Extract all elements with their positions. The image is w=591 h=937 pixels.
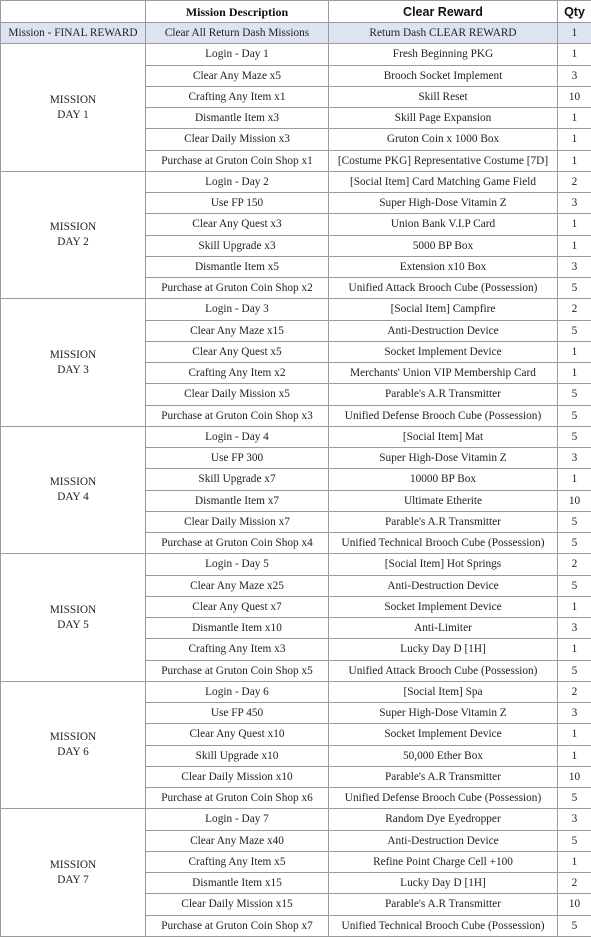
mission-day-label-line2: DAY 1 xyxy=(57,109,89,121)
mission-day-label xyxy=(1,809,146,937)
clear-reward-cell: Fresh Beginning PKG xyxy=(329,44,558,65)
clear-reward-cell: Ultimate Etherite xyxy=(329,490,558,511)
clear-reward-cell: [Social Item] Hot Springs xyxy=(329,554,558,575)
clear-reward-cell: Unified Defense Brooch Cube (Possession) xyxy=(329,788,558,809)
mission-description-cell: Dismantle Item x10 xyxy=(146,618,329,639)
mission-row xyxy=(1,299,591,320)
clear-reward-cell: Union Bank V.I.P Card xyxy=(329,214,558,235)
qty-cell: 5 xyxy=(558,830,591,851)
mission-description-cell: Skill Upgrade x3 xyxy=(146,235,329,256)
clear-reward-cell: [Social Item] Card Matching Game Field xyxy=(329,171,558,192)
clear-reward-cell: Skill Reset xyxy=(329,86,558,107)
mission-description-cell: Login - Day 1 xyxy=(146,44,329,65)
qty-cell: 1 xyxy=(558,214,591,235)
qty-cell: 5 xyxy=(558,426,591,447)
mission-description-cell: Purchase at Gruton Coin Shop x3 xyxy=(146,405,329,426)
header-qty: Qty xyxy=(558,1,591,23)
clear-reward-cell: Parable's A.R Transmitter xyxy=(329,894,558,915)
clear-reward-cell: Socket Implement Device xyxy=(329,724,558,745)
qty-cell: 1 xyxy=(558,44,591,65)
mission-description-cell: Clear Any Quest x5 xyxy=(146,341,329,362)
header-category xyxy=(1,1,146,23)
clear-reward-cell: Unified Attack Brooch Cube (Possession) xyxy=(329,660,558,681)
qty-cell: 3 xyxy=(558,448,591,469)
mission-day-label-line1: MISSION xyxy=(50,94,96,106)
mission-description-cell: Skill Upgrade x10 xyxy=(146,745,329,766)
clear-reward-cell: Lucky Day D [1H] xyxy=(329,639,558,660)
mission-description-cell: Use FP 450 xyxy=(146,703,329,724)
clear-reward-cell: [Costume PKG] Representative Costume [7D] xyxy=(329,150,558,171)
mission-description-cell: Login - Day 7 xyxy=(146,809,329,830)
clear-reward-cell: 5000 BP Box xyxy=(329,235,558,256)
mission-description-cell: Login - Day 3 xyxy=(146,299,329,320)
mission-description-cell: Clear Any Quest x3 xyxy=(146,214,329,235)
mission-row xyxy=(1,44,591,65)
mission-day-label-line2: DAY 2 xyxy=(57,236,89,248)
mission-day-label xyxy=(1,171,146,299)
mission-day-label-line1: MISSION xyxy=(50,221,96,233)
mission-day-label-line2: DAY 3 xyxy=(57,364,89,376)
clear-reward-cell: Parable's A.R Transmitter xyxy=(329,384,558,405)
final-reward-qty: 1 xyxy=(558,23,591,44)
clear-reward-cell: Super High-Dose Vitamin Z xyxy=(329,703,558,724)
qty-cell: 10 xyxy=(558,86,591,107)
qty-cell: 1 xyxy=(558,639,591,660)
mission-day-label xyxy=(1,554,146,682)
mission-description-cell: Purchase at Gruton Coin Shop x7 xyxy=(146,915,329,936)
mission-description-cell: Clear Any Quest x10 xyxy=(146,724,329,745)
clear-reward-cell: Anti-Destruction Device xyxy=(329,320,558,341)
qty-cell: 3 xyxy=(558,256,591,277)
mission-description-cell: Use FP 150 xyxy=(146,193,329,214)
clear-reward-cell: Parable's A.R Transmitter xyxy=(329,766,558,787)
qty-cell: 3 xyxy=(558,65,591,86)
mission-description-cell: Clear Daily Mission x15 xyxy=(146,894,329,915)
mission-day-label-line1: MISSION xyxy=(50,859,96,871)
qty-cell: 3 xyxy=(558,809,591,830)
clear-reward-cell: Gruton Coin x 1000 Box xyxy=(329,129,558,150)
clear-reward-cell: Parable's A.R Transmitter xyxy=(329,511,558,532)
mission-description-cell: Crafting Any Item x2 xyxy=(146,363,329,384)
clear-reward-cell: Unified Technical Brooch Cube (Possession) xyxy=(329,533,558,554)
clear-reward-cell: Extension x10 Box xyxy=(329,256,558,277)
mission-day-label-line2: DAY 7 xyxy=(57,874,89,886)
mission-description-cell: Skill Upgrade x7 xyxy=(146,469,329,490)
qty-cell: 5 xyxy=(558,320,591,341)
clear-reward-cell: Brooch Socket Implement xyxy=(329,65,558,86)
mission-description-cell: Clear Daily Mission x5 xyxy=(146,384,329,405)
mission-description-cell: Crafting Any Item x5 xyxy=(146,851,329,872)
mission-row xyxy=(1,426,591,447)
mission-description-cell: Login - Day 2 xyxy=(146,171,329,192)
mission-description-cell: Crafting Any Item x3 xyxy=(146,639,329,660)
qty-cell: 5 xyxy=(558,384,591,405)
header-mission-description: Mission Description xyxy=(146,1,329,23)
qty-cell: 1 xyxy=(558,724,591,745)
mission-day-label-line1: MISSION xyxy=(50,476,96,488)
qty-cell: 2 xyxy=(558,873,591,894)
mission-description-cell: Dismantle Item x5 xyxy=(146,256,329,277)
mission-description-cell: Clear Daily Mission x3 xyxy=(146,129,329,150)
qty-cell: 2 xyxy=(558,681,591,702)
mission-day-label-line2: DAY 4 xyxy=(57,491,89,503)
mission-description-cell: Dismantle Item x7 xyxy=(146,490,329,511)
final-reward-category: Mission - FINAL REWARD xyxy=(1,23,146,44)
qty-cell: 5 xyxy=(558,533,591,554)
clear-reward-cell: Anti-Limiter xyxy=(329,618,558,639)
qty-cell: 10 xyxy=(558,766,591,787)
mission-row xyxy=(1,171,591,192)
clear-reward-cell: 50,000 Ether Box xyxy=(329,745,558,766)
mission-description-cell: Clear Any Maze x25 xyxy=(146,575,329,596)
qty-cell: 5 xyxy=(558,575,591,596)
mission-description-cell: Clear Daily Mission x10 xyxy=(146,766,329,787)
mission-description-cell: Login - Day 5 xyxy=(146,554,329,575)
mission-day-label xyxy=(1,426,146,554)
qty-cell: 5 xyxy=(558,405,591,426)
mission-description-cell: Clear Daily Mission x7 xyxy=(146,511,329,532)
mission-description-cell: Dismantle Item x3 xyxy=(146,108,329,129)
clear-reward-cell: Unified Defense Brooch Cube (Possession) xyxy=(329,405,558,426)
mission-day-label xyxy=(1,44,146,172)
clear-reward-cell: Lucky Day D [1H] xyxy=(329,873,558,894)
final-reward-row xyxy=(1,23,591,44)
header-clear-reward: Clear Reward xyxy=(329,1,558,23)
mission-description-cell: Clear Any Quest x7 xyxy=(146,596,329,617)
clear-reward-cell: [Social Item] Spa xyxy=(329,681,558,702)
mission-day-label-line1: MISSION xyxy=(50,604,96,616)
clear-reward-cell: Anti-Destruction Device xyxy=(329,830,558,851)
qty-cell: 1 xyxy=(558,469,591,490)
qty-cell: 2 xyxy=(558,299,591,320)
mission-description-cell: Crafting Any Item x1 xyxy=(146,86,329,107)
qty-cell: 10 xyxy=(558,490,591,511)
qty-cell: 3 xyxy=(558,618,591,639)
qty-cell: 1 xyxy=(558,235,591,256)
qty-cell: 2 xyxy=(558,554,591,575)
mission-row xyxy=(1,681,591,702)
clear-reward-cell: 10000 BP Box xyxy=(329,469,558,490)
mission-description-cell: Purchase at Gruton Coin Shop x5 xyxy=(146,660,329,681)
clear-reward-cell: Anti-Destruction Device xyxy=(329,575,558,596)
qty-cell: 5 xyxy=(558,278,591,299)
clear-reward-cell: Skill Page Expansion xyxy=(329,108,558,129)
qty-cell: 3 xyxy=(558,193,591,214)
mission-description-cell: Clear Any Maze x5 xyxy=(146,65,329,86)
mission-description-cell: Clear Any Maze x15 xyxy=(146,320,329,341)
mission-description-cell: Purchase at Gruton Coin Shop x1 xyxy=(146,150,329,171)
qty-cell: 3 xyxy=(558,703,591,724)
mission-day-label-line1: MISSION xyxy=(50,731,96,743)
clear-reward-cell: Socket Implement Device xyxy=(329,341,558,362)
mission-description-cell: Login - Day 6 xyxy=(146,681,329,702)
clear-reward-cell: Refine Point Charge Cell +100 xyxy=(329,851,558,872)
mission-description-cell: Clear Any Maze x40 xyxy=(146,830,329,851)
clear-reward-cell: Unified Technical Brooch Cube (Possession) xyxy=(329,915,558,936)
mission-description-cell: Dismantle Item x15 xyxy=(146,873,329,894)
qty-cell: 1 xyxy=(558,108,591,129)
mission-row xyxy=(1,554,591,575)
clear-reward-cell: Super High-Dose Vitamin Z xyxy=(329,448,558,469)
mission-description-cell: Purchase at Gruton Coin Shop x2 xyxy=(146,278,329,299)
clear-reward-cell: Socket Implement Device xyxy=(329,596,558,617)
mission-day-label xyxy=(1,299,146,427)
qty-cell: 5 xyxy=(558,660,591,681)
qty-cell: 1 xyxy=(558,150,591,171)
qty-cell: 1 xyxy=(558,341,591,362)
clear-reward-cell: Super High-Dose Vitamin Z xyxy=(329,193,558,214)
mission-table-body xyxy=(1,23,591,937)
qty-cell: 1 xyxy=(558,851,591,872)
clear-reward-cell: Merchants' Union VIP Membership Card xyxy=(329,363,558,384)
header-row xyxy=(1,1,591,23)
mission-row xyxy=(1,809,591,830)
mission-day-label-line1: MISSION xyxy=(50,349,96,361)
mission-description-cell: Login - Day 4 xyxy=(146,426,329,447)
mission-description-cell: Use FP 300 xyxy=(146,448,329,469)
final-reward-reward: Return Dash CLEAR REWARD xyxy=(329,23,558,44)
clear-reward-cell: [Social Item] Mat xyxy=(329,426,558,447)
final-reward-mission: Clear All Return Dash Missions xyxy=(146,23,329,44)
qty-cell: 5 xyxy=(558,915,591,936)
qty-cell: 1 xyxy=(558,129,591,150)
mission-day-label xyxy=(1,681,146,809)
clear-reward-cell: Random Dye Eyedropper xyxy=(329,809,558,830)
mission-day-label-line2: DAY 6 xyxy=(57,746,89,758)
qty-cell: 2 xyxy=(558,171,591,192)
mission-day-label-line2: DAY 5 xyxy=(57,619,89,631)
clear-reward-cell: Unified Attack Brooch Cube (Possession) xyxy=(329,278,558,299)
qty-cell: 5 xyxy=(558,788,591,809)
qty-cell: 5 xyxy=(558,511,591,532)
qty-cell: 1 xyxy=(558,596,591,617)
clear-reward-cell: [Social Item] Campfire xyxy=(329,299,558,320)
mission-description-cell: Purchase at Gruton Coin Shop x4 xyxy=(146,533,329,554)
mission-description-cell: Purchase at Gruton Coin Shop x6 xyxy=(146,788,329,809)
qty-cell: 1 xyxy=(558,745,591,766)
qty-cell: 1 xyxy=(558,363,591,384)
qty-cell: 10 xyxy=(558,894,591,915)
